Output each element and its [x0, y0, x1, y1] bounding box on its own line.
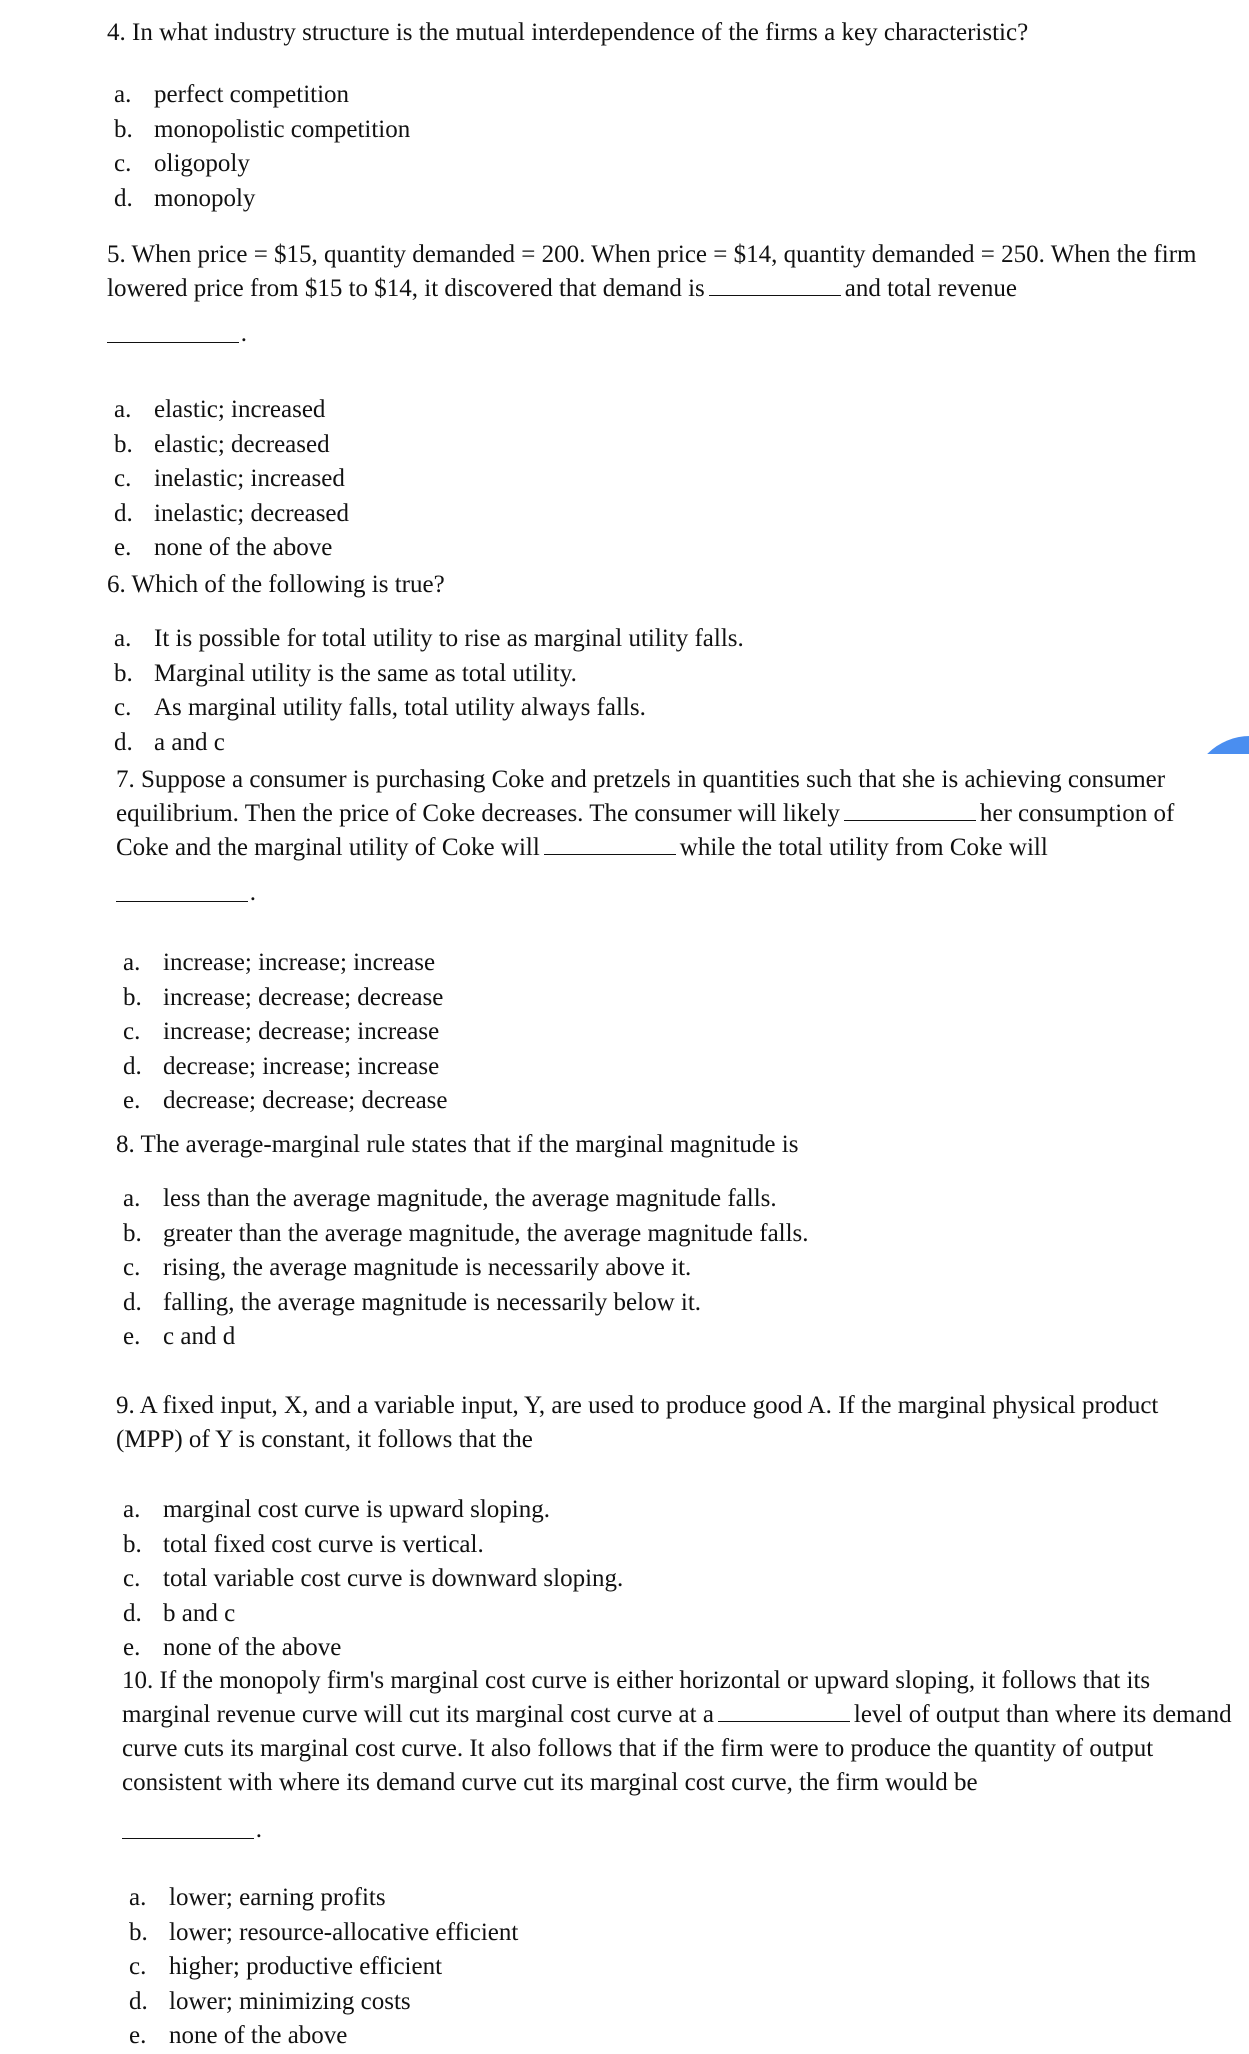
option-4a	[107, 78, 1217, 113]
option-7e	[116, 1084, 1231, 1119]
option-5c	[107, 462, 1217, 497]
question-9-stem: 9. A fixed input, X, and a variable input, Y, are used to produce good A. If the marginal physical product (MPP) of Y is constant, it follows that the	[116, 1392, 1159, 1453]
option-6a	[107, 622, 1217, 657]
option-5b	[107, 428, 1217, 463]
option-9c	[116, 1562, 1231, 1597]
question-10-stem	[122, 1664, 1232, 1800]
option-letter: a.	[114, 625, 132, 652]
option-text: lower; earning profits	[169, 1884, 386, 1911]
option-9b	[116, 1528, 1231, 1563]
question-8-stem: 8. The average-marginal rule states that if the marginal magnitude is	[116, 1131, 799, 1158]
option-4c	[107, 147, 1217, 182]
answer-blank: .	[107, 320, 239, 343]
option-letter: e.	[123, 1634, 141, 1661]
option-text: lower; minimizing costs	[169, 1987, 411, 2015]
question-10	[122, 1664, 1232, 2054]
option-text: total fixed cost curve is vertical.	[163, 1530, 484, 1558]
option-5d	[107, 497, 1217, 532]
question-7	[116, 763, 1231, 1119]
option-9e	[116, 1631, 1231, 1666]
option-text: elastic; increased	[154, 396, 326, 423]
question-9	[116, 1389, 1231, 1666]
answer-blank	[544, 834, 676, 855]
option-letter: c.	[123, 1565, 141, 1592]
option-text: increase; decrease; increase	[163, 1018, 440, 1045]
option-text: none of the above	[169, 2022, 348, 2049]
option-8a	[116, 1182, 1226, 1217]
option-letter: b.	[129, 1918, 148, 1946]
option-text: rising, the average magnitude is necessarily above it.	[163, 1254, 692, 1281]
option-letter: a.	[123, 1496, 141, 1523]
option-text: monopoly	[154, 184, 256, 212]
option-7b	[116, 981, 1231, 1016]
option-10b	[122, 1916, 1232, 1951]
option-9d	[116, 1597, 1231, 1632]
option-text: decrease; decrease; decrease	[163, 1087, 448, 1114]
option-text: a and c	[154, 728, 225, 756]
option-letter: c.	[123, 1018, 141, 1045]
question-9-options	[116, 1493, 1231, 1666]
option-letter: d.	[123, 1288, 142, 1316]
question-6-options	[107, 622, 1217, 760]
option-text: inelastic; decreased	[154, 499, 350, 527]
option-letter: b.	[114, 430, 133, 458]
question-5-options	[107, 393, 1217, 566]
question-10-stem-part1: 10. If the monopoly firm's marginal cost curve is either horizontal or upward sloping, it follows that its marginal revenue curve will cut its marginal cost curve at a	[122, 1667, 1151, 1728]
option-letter: b.	[114, 115, 133, 143]
option-letter: b.	[123, 1530, 142, 1558]
question-5-stem	[107, 238, 1217, 306]
option-text: marginal cost curve is upward sloping.	[163, 1496, 550, 1523]
option-10d	[122, 1985, 1232, 2020]
question-5-stem-part1: 5. When price = $15, quantity demanded = 200. When price = $14, quantity demanded = 250. When the firm lowered price from $15 to $14, it discovered that demand is	[107, 241, 1197, 302]
option-8e	[116, 1320, 1226, 1355]
option-text: none of the above	[154, 534, 333, 561]
option-letter: d.	[129, 1987, 148, 2015]
option-text: monopolistic competition	[154, 115, 411, 143]
option-text: none of the above	[163, 1634, 342, 1661]
question-8-options	[116, 1182, 1226, 1355]
option-text: perfect competition	[154, 81, 350, 108]
answer-blank: .	[116, 879, 248, 902]
option-text: oligopoly	[154, 150, 250, 177]
option-letter: e.	[123, 1323, 141, 1350]
option-text: inelastic; increased	[154, 465, 345, 492]
option-letter: a.	[123, 949, 141, 976]
option-4b	[107, 113, 1217, 148]
option-text: falling, the average magnitude is necessarily below it.	[163, 1288, 702, 1316]
option-letter: c.	[114, 465, 132, 492]
option-text: decrease; increase; increase	[163, 1052, 440, 1080]
option-letter: d.	[114, 499, 133, 527]
option-text: b and c	[163, 1599, 236, 1627]
option-text: less than the average magnitude, the average magnitude falls.	[163, 1185, 777, 1212]
question-4-stem: 4. In what industry structure is the mutual interdependence of the firms a key characteristic?	[107, 19, 1029, 46]
option-7a	[116, 946, 1231, 981]
question-10-stem-part2: level of output than where its demand curve cuts its marginal cost curve. It also follows that if the firm were to produce the quantity of output consistent with where its demand curve cut its marginal cost curve, the firm would be	[122, 1701, 1232, 1796]
answer-blank	[718, 1701, 850, 1722]
question-7-stem-part1: 7. Suppose a consumer is purchasing Coke and pretzels in quantities such that she is achieving consumer equilibrium. Then the price of Coke decreases. The consumer will likely	[116, 766, 1166, 827]
option-text: greater than the average magnitude, the average magnitude falls.	[163, 1219, 809, 1247]
option-5e	[107, 531, 1217, 566]
question-6	[107, 568, 1217, 760]
option-letter: a.	[129, 1884, 147, 1911]
question-7-stem-part2: her consumption of Coke and the marginal utility of Coke will	[116, 800, 1175, 861]
option-letter: c.	[114, 694, 132, 721]
option-text: c and d	[163, 1323, 236, 1350]
option-letter: c.	[129, 1953, 147, 1980]
question-7-stem	[116, 763, 1231, 865]
option-letter: e.	[114, 534, 132, 561]
option-letter: c.	[123, 1254, 141, 1281]
option-text: Marginal utility is the same as total utility.	[154, 659, 577, 687]
option-text: lower; resource-allocative efficient	[169, 1918, 519, 1946]
question-10-options	[122, 1881, 1232, 2054]
option-letter: b.	[123, 983, 142, 1011]
option-8b	[116, 1217, 1226, 1252]
option-10a	[122, 1881, 1232, 1916]
option-letter: c.	[114, 150, 132, 177]
option-letter: d.	[123, 1599, 142, 1627]
option-text: increase; increase; increase	[163, 949, 436, 976]
option-letter: d.	[114, 184, 133, 212]
option-8d	[116, 1286, 1226, 1321]
option-text: It is possible for total utility to rise as marginal utility falls.	[154, 625, 744, 652]
option-text: increase; decrease; decrease	[163, 983, 444, 1011]
question-7-stem-part3: while the total utility from Coke will	[679, 834, 1048, 861]
option-text: higher; productive efficient	[169, 1953, 443, 1980]
option-6c	[107, 691, 1217, 726]
option-9a	[116, 1493, 1231, 1528]
option-letter: e.	[129, 2022, 147, 2049]
question-5-stem-part2: and total revenue	[844, 275, 1017, 302]
question-4	[107, 16, 1217, 216]
option-6b	[107, 657, 1217, 692]
question-4-options	[107, 78, 1217, 216]
option-letter: a.	[123, 1185, 141, 1212]
question-5	[107, 238, 1217, 566]
option-6d	[107, 726, 1217, 761]
option-letter: b.	[114, 659, 133, 687]
option-letter: b.	[123, 1219, 142, 1247]
option-letter: d.	[114, 728, 133, 756]
option-7d	[116, 1050, 1231, 1085]
option-letter: a.	[114, 396, 132, 423]
option-text: elastic; decreased	[154, 430, 330, 458]
option-7c	[116, 1015, 1231, 1050]
option-5a	[107, 393, 1217, 428]
option-8c	[116, 1251, 1226, 1286]
answer-blank	[709, 275, 841, 296]
option-10c	[122, 1950, 1232, 1985]
question-7-options	[116, 946, 1231, 1119]
question-6-stem: 6. Which of the following is true?	[107, 571, 445, 598]
option-text: total variable cost curve is downward sloping.	[163, 1565, 624, 1592]
option-10e	[122, 2019, 1232, 2054]
option-4d	[107, 182, 1217, 217]
answer-blank: .	[122, 1816, 254, 1839]
option-letter: d.	[123, 1052, 142, 1080]
answer-blank	[844, 800, 976, 821]
option-letter: a.	[114, 81, 132, 108]
option-text: As marginal utility falls, total utility always falls.	[154, 694, 646, 721]
question-8	[116, 1128, 1226, 1355]
option-letter: e.	[123, 1087, 141, 1114]
